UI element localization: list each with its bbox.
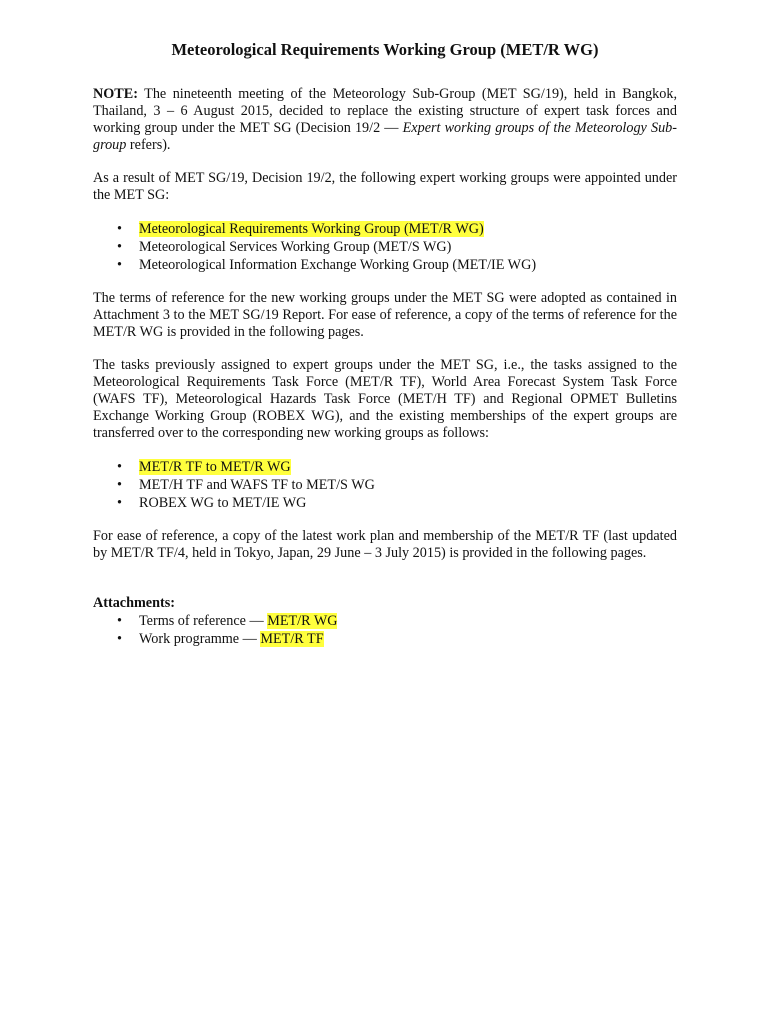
group-item-text: Meteorological Information Exchange Working Group (MET/IE WG) — [139, 257, 537, 273]
result-paragraph: As a result of MET SG/19, Decision 19/2, the following expert working groups were appointed under the MET SG: — [93, 170, 677, 203]
transfer-item-text: MET/H TF and WAFS TF to MET/S WG — [139, 477, 375, 493]
note-text-before: The nineteenth meeting of the Meteorology Sub-Group (MET SG/19), held in Bangkok, Thailand, 3 – 6 August 2015, decided to replace the existing structure of expert task forces and working group under the MET SG (Decision 19/2 — — [93, 86, 677, 136]
attachment-prefix: Terms of reference — — [139, 613, 268, 629]
note-paragraph — [93, 86, 677, 154]
document-title: Meteorological Requirements Working Group (MET/R WG) — [171, 40, 599, 59]
work-plan-paragraph: For ease of reference, a copy of the latest work plan and membership of the MET/R TF (last updated by MET/R TF/4, held in Tokyo, Japan, 29 June – 3 July 2015) is provided in the following pages. — [93, 528, 677, 561]
attachments-heading: Attachments: — [93, 595, 175, 611]
note-italic-reference: Expert working groups of the Meteorology Sub-group — [93, 120, 677, 153]
bullet-icon: • — [117, 257, 122, 273]
group-item-text: Meteorological Services Working Group (MET/S WG) — [139, 239, 452, 255]
list-item — [117, 238, 677, 256]
spacer — [93, 578, 677, 594]
bullet-icon: • — [117, 631, 122, 647]
terms-paragraph: The terms of reference for the new working groups under the MET SG were adopted as contained in Attachment 3 to the MET SG/19 Report. For ease of reference, a copy of the terms of reference for the MET/R WG is provided in the following pages. — [93, 290, 677, 340]
transfer-item-text: MET/R TF to MET/R WG — [139, 459, 291, 475]
bullet-icon: • — [117, 239, 122, 255]
list-item — [117, 256, 677, 274]
bullet-icon: • — [117, 221, 122, 237]
list-item — [117, 494, 677, 512]
transfers-list — [93, 458, 677, 512]
list-item — [117, 458, 677, 476]
attachment-highlight: MET/R TF — [260, 631, 324, 647]
groups-list — [93, 220, 677, 274]
bullet-icon: • — [117, 477, 122, 493]
bullet-icon: • — [117, 495, 122, 511]
tasks-paragraph: The tasks previously assigned to expert groups under the MET SG, i.e., the tasks assigned to the Meteorological Requirements Task Force (MET/R TF), World Area Forecast System Task Force (WAFS TF), Meteorological Hazards Task Force (MET/H TF) and Regional OPMET Bulletins Exchange Working Group (ROBEX WG), and the existing memberships of the expert groups are transferred over to the corresponding new working groups as follows: — [93, 357, 677, 441]
attachment-prefix: Work programme — — [139, 631, 261, 647]
list-item — [117, 612, 677, 630]
attachments-list — [93, 612, 677, 648]
list-item — [117, 476, 677, 494]
note-label: NOTE: — [93, 86, 138, 102]
list-item — [117, 630, 677, 648]
bullet-icon: • — [117, 459, 122, 475]
bullet-icon: • — [117, 613, 122, 629]
transfer-item-text: ROBEX WG to MET/IE WG — [139, 495, 307, 511]
attachment-highlight: MET/R WG — [267, 613, 338, 629]
list-item — [117, 220, 677, 238]
group-item-text: Meteorological Requirements Working Group (MET/R WG) — [139, 221, 484, 237]
note-text-after: refers). — [126, 137, 171, 153]
